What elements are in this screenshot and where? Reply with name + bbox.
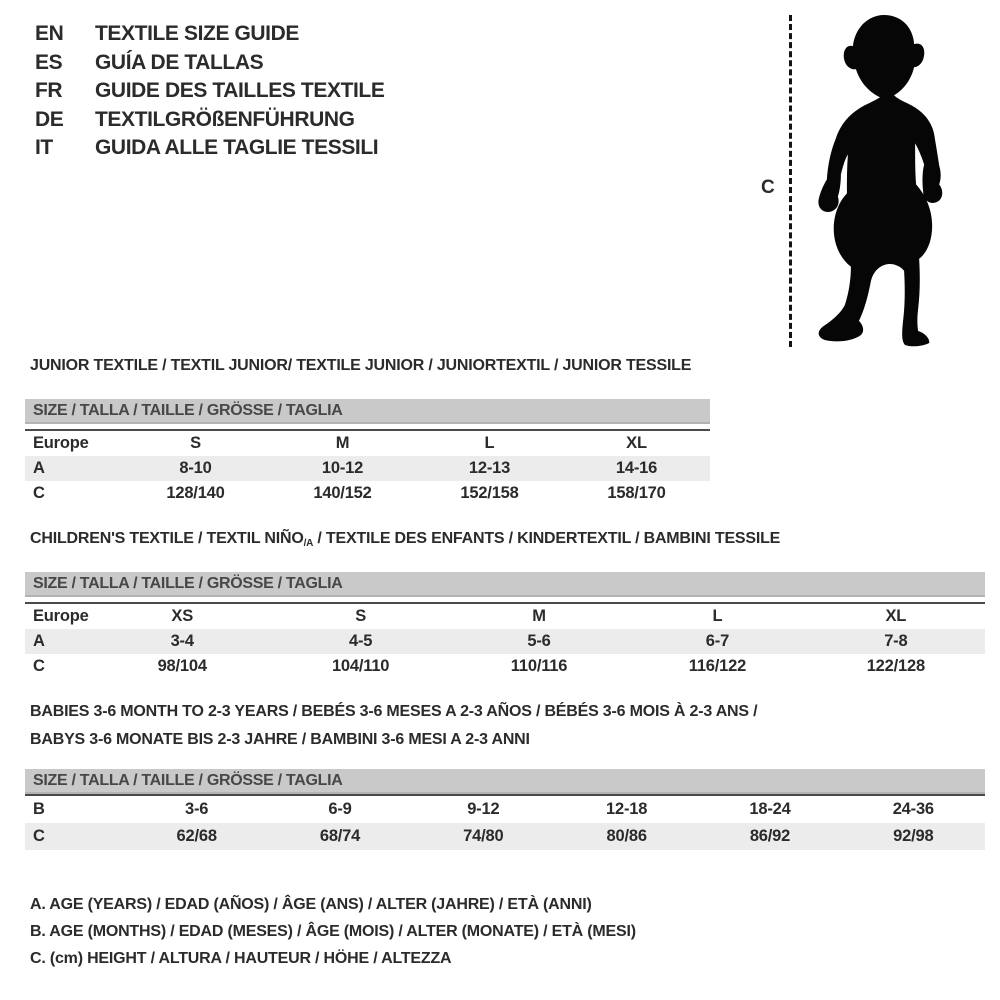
children-title-suffix: / TEXTILE DES ENFANTS / KINDERTEXTIL / BAMBINI TESSILE	[313, 530, 781, 547]
table-cell: 5-6	[527, 632, 551, 650]
footnote-a: A. AGE (YEARS) / EDAD (AÑOS) / ÂGE (ANS) / ALTER (JAHRE) / ETÀ (ANNI)	[30, 896, 592, 913]
table-cell: 80/86	[606, 827, 647, 845]
lang-row-es	[35, 49, 384, 78]
row-label: C	[33, 484, 45, 502]
table-cell: L	[484, 434, 495, 452]
footnote-b: B. AGE (MONTHS) / EDAD (MESES) / ÂGE (MOIS) / ALTER (MONATE) / ETÀ (MESI)	[30, 923, 636, 940]
lang-code: FR	[35, 79, 63, 102]
lang-title: GUÍA DE TALLAS	[95, 50, 264, 74]
lang-title: GUIDA ALLE TAGLIE TESSILI	[95, 136, 379, 159]
table-cell: L	[712, 607, 723, 625]
children-title-sub: /A	[303, 538, 314, 549]
lang-row-it	[35, 134, 384, 163]
lang-row-fr	[35, 77, 384, 106]
table-cell: 4-5	[348, 632, 373, 650]
section-title-babies	[30, 698, 870, 754]
junior-size-table	[25, 399, 710, 506]
table-cell: 10-12	[321, 459, 364, 477]
table-cell: 8-10	[179, 459, 212, 477]
table-cell: 92/98	[893, 827, 934, 845]
footnote-c: C. (cm) HEIGHT / ALTURA / HAUTEUR / HÖHE / ALTEZZA	[30, 950, 452, 967]
table-cell: 3-6	[185, 800, 209, 818]
table-cell: 24-36	[892, 800, 934, 818]
row-label: C	[33, 827, 45, 845]
table-cell: 3-4	[170, 632, 194, 650]
size-bar-header: SIZE / TALLA / TAILLE / GRÖSSE / TAGLIA	[25, 769, 985, 794]
table-cell: 74/80	[463, 827, 504, 845]
lang-title: GUIDE DES TAILLES TEXTILE	[95, 79, 385, 102]
lang-row-de	[35, 106, 384, 135]
table-row	[25, 794, 985, 823]
table-cell: 158/170	[607, 484, 666, 502]
table-cell: S	[190, 434, 201, 452]
table-row	[25, 602, 985, 629]
babies-size-table	[25, 769, 985, 850]
height-c-label: C	[761, 177, 775, 198]
table-row	[25, 456, 710, 481]
row-label: C	[33, 657, 45, 675]
table-cell: 128/140	[166, 484, 225, 502]
size-bar-header: SIZE / TALLA / TAILLE / GRÖSSE / TAGLIA	[25, 572, 985, 597]
lang-code: EN	[35, 22, 64, 45]
row-label: B	[33, 800, 45, 818]
table-cell: S	[355, 607, 367, 625]
row-label: A	[33, 459, 45, 477]
babies-title-line1: BABIES 3-6 MONTH TO 2-3 YEARS / BEBÉS 3-6 MESES A 2-3 AÑOS / BÉBÉS 3-6 MOIS À 2-3 ANS /	[30, 703, 758, 720]
table-cell: 86/92	[749, 827, 791, 845]
table-cell: 110/116	[510, 657, 568, 675]
lang-code: DE	[35, 107, 64, 131]
section-title-children	[30, 530, 780, 549]
table-cell: M	[335, 434, 350, 452]
row-label: A	[33, 632, 45, 650]
table-cell: 6-9	[328, 800, 352, 818]
table-cell: 104/110	[331, 657, 390, 675]
table-cell: 152/158	[460, 484, 519, 502]
table-cell: 140/152	[313, 484, 372, 502]
table-row	[25, 481, 710, 506]
table-cell: 116/122	[688, 657, 747, 675]
table-cell: 12-13	[468, 459, 511, 477]
lang-title: TEXTILGRÖßENFÜHRUNG	[95, 107, 355, 131]
row-label: Europe	[33, 434, 89, 452]
toddler-silhouette-icon	[806, 12, 948, 348]
section-title-junior: JUNIOR TEXTILE / TEXTIL JUNIOR/ TEXTILE JUNIOR / JUNIORTEXTIL / JUNIOR TESSILE	[30, 357, 692, 374]
table-cell: M	[532, 607, 546, 625]
table-row	[25, 823, 985, 850]
lang-code: ES	[35, 50, 63, 74]
footnote-legend	[30, 891, 636, 972]
children-size-table	[25, 572, 985, 679]
size-bar-header: SIZE / TALLA / TAILLE / GRÖSSE / TAGLIA	[25, 399, 710, 424]
babies-title-line2: BABYS 3-6 MONATE BIS 2-3 JAHRE / BAMBINI 3-6 MESI A 2-3 ANNI	[30, 731, 530, 748]
table-cell: 18-24	[749, 800, 791, 818]
table-cell: 122/128	[866, 657, 925, 675]
table-row	[25, 429, 710, 456]
table-cell: 6-7	[705, 632, 730, 650]
children-title-prefix: CHILDREN'S TEXTILE / TEXTIL NIÑO	[30, 530, 304, 547]
lang-row-en	[35, 20, 384, 49]
lang-title: TEXTILE SIZE GUIDE	[95, 22, 299, 45]
table-cell: 68/74	[319, 827, 361, 845]
lang-code: IT	[35, 136, 53, 159]
table-cell: 7-8	[884, 632, 908, 650]
table-cell: XL	[626, 434, 647, 452]
table-cell: 98/104	[157, 657, 207, 675]
table-cell: 9-12	[467, 800, 500, 818]
table-cell: XL	[885, 607, 907, 625]
row-label: Europe	[33, 607, 89, 625]
table-cell: 14-16	[615, 459, 658, 477]
table-cell: 62/68	[176, 827, 217, 845]
table-row	[25, 629, 985, 654]
table-cell: XS	[171, 607, 194, 625]
table-row	[25, 654, 985, 679]
height-dashed-line	[789, 15, 792, 347]
table-cell: 12-18	[606, 800, 648, 818]
language-title-list	[35, 20, 384, 163]
